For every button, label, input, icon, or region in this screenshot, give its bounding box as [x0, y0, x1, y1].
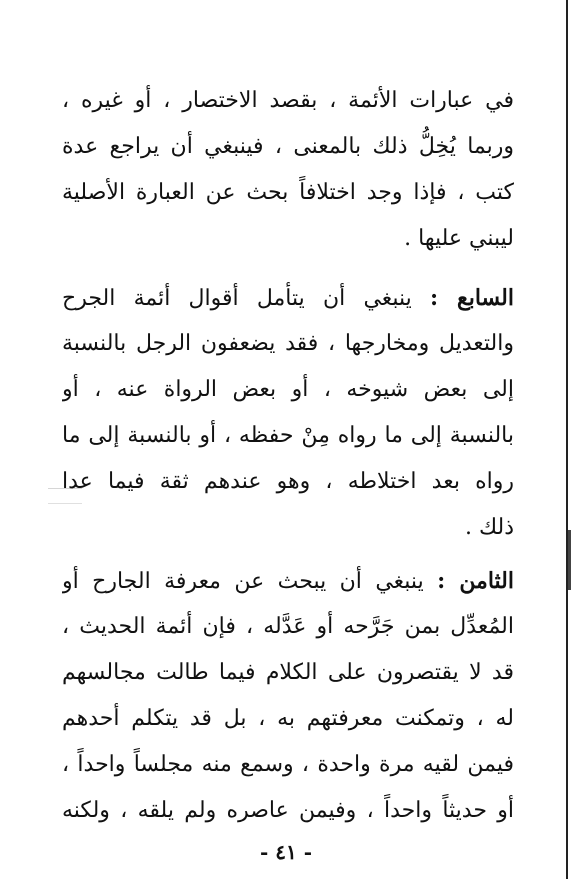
text-line: له ، وتمكنت معرفتهم به ، بل قد يتكلم أحدهم: [62, 706, 514, 731]
text-line: رواه بعد اختلاطه ، وهو عندهم ثقة فيما عدا: [62, 469, 514, 494]
text-line: إلى بعض شيوخه ، أو بعض الرواة عنه ، أو: [62, 377, 514, 402]
text-line: ذلك .: [464, 515, 514, 540]
text-line: المُعدِّل بمن جَرَّحه أو عَدَّله ، فإن أئمة الحديث ،: [62, 614, 514, 639]
paragraph-2-seventh: [62, 275, 514, 551]
text-line: ليبني عليها .: [404, 226, 514, 251]
text-line: بالنسبة إلى ما رواه مِنْ حفظه ، أو بالنسبة إلى ما: [62, 423, 514, 448]
text-line: وربما يُخِلُّ ذلك بالمعنى ، فينبغي أن يراجع عدة: [62, 134, 514, 159]
paragraph-heading: السابع :: [430, 285, 514, 311]
page-number: - ٤١ -: [259, 840, 312, 864]
text-line: فيمن لقيه مرة واحدة ، وسمع منه مجلساً واحداً ،: [62, 752, 514, 777]
text-line: قد لا يقتصرون على الكلام فيما طالت مجالسهم: [62, 660, 514, 685]
text-line: والتعديل ومخارجها ، فقد يضعفون الرجل بالنسبة: [62, 331, 514, 356]
text-line-first: [62, 558, 514, 604]
text-line: كتب ، فإذا وجد اختلافاً بحث عن العبارة الأصلية: [62, 180, 514, 205]
text-line-rest: ينبغي أن يبحث عن معرفة الجارح أو: [62, 569, 438, 594]
text-line-rest: ينبغي أن يتأمل أقوال أئمة الجرح: [62, 286, 431, 311]
paragraph-3-eighth: [62, 558, 514, 834]
text-line: في عبارات الأئمة ، بقصد الاختصار ، أو غيره ،: [62, 88, 514, 113]
text-line-first: [62, 275, 514, 321]
text-line: أو حديثاً واحداً ، وفيمن عاصره ولم يلقه ، ولكنه: [62, 798, 514, 823]
paragraph-heading: الثامن :: [437, 568, 514, 594]
paragraph-1: [62, 78, 514, 262]
page-edge-mark: [568, 530, 571, 590]
page-edge-line: [566, 0, 568, 879]
